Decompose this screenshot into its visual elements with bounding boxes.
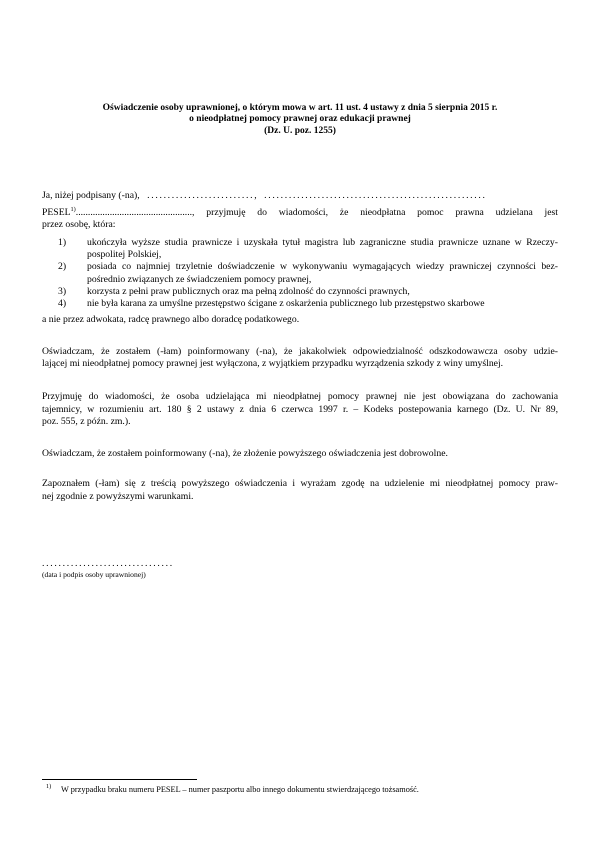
list-item-line: nie była karana za umyślne przestępstwo ścigane z oskarżenia publicznego lub przestępstwo skarbowe [87, 298, 485, 310]
pesel-fill-field: ................................................ [75, 207, 193, 219]
footnote-marker-sup: 1) [46, 783, 52, 791]
footnote-marker [42, 784, 61, 795]
paragraph-line: poz. 555, z późn. zm.). [42, 415, 131, 427]
list-item [42, 261, 558, 286]
paragraph-line: Oświadczam, że zostałem (-łam) poinformowany (-na), że jakakolwiek odpowiedzialność odszkodowawcza osoby udzie- [42, 345, 558, 357]
list-item-text [87, 237, 558, 262]
paragraph-line: nej zgodnie z powyższymi warunkami. [42, 490, 194, 502]
list-item-line: posiada co najmniej trzyletnie doświadczenie w wykonywaniu wymagających wiedzy prawniczej czynności bez- [87, 261, 558, 273]
paragraph-voluntary: Oświadczam, że zostałem poinformowany (-na), że złożenie powyższego oświadczenia jest dobrowolne. [42, 448, 448, 460]
list-item-line: korzysta z pełni praw publicznych oraz ma pełną zdolność do czynności prawnych, [87, 285, 410, 297]
intro-prefix: Ja, niżej podpisany (-na), [42, 190, 140, 202]
list-item-line: pospolitej Polskiej, [87, 248, 162, 260]
list-closing-line: a nie przez adwokata, radcę prawnego albo doradcę podatkowego. [42, 314, 300, 326]
list-item [42, 237, 558, 262]
signature-fill-field: ................................ [42, 558, 174, 570]
list-item-number: 3) [58, 285, 67, 297]
paragraph-line: lającej mi nieodpłatnej pomocy prawnej jest wyłączona, z wyjątkiem przypadku wyrządzenia szkody z winy umyślnej. [42, 357, 504, 369]
list-item-number: 4) [58, 298, 67, 310]
title-line-1: Oświadczenie osoby uprawnionej, o którym mowa w art. 11 ust. 4 ustawy z dnia 5 sierpnia 2015 r. [102, 103, 498, 113]
paragraph-liability [42, 346, 558, 371]
conditions-list [42, 237, 558, 311]
list-item [42, 286, 558, 298]
document-title [42, 103, 558, 137]
footnote-separator-rule [42, 779, 197, 780]
pesel-footnote-marker: 1) [70, 205, 76, 213]
intro-separator: , [254, 190, 257, 202]
pesel-line-rest: , przyjmuję do wiadomości, że nieodpłatna pomoc prawna udzielana jest [192, 207, 558, 219]
paragraph-line: Przyjmuję do wiadomości, że osoba udzielająca mi nieodpłatnej pomocy prawnej nie jest obowiązana do zachowania [42, 391, 558, 403]
pesel-label: PESEL [42, 207, 71, 219]
list-item [42, 298, 558, 310]
surname-fill-field: ...................................................... [264, 190, 487, 202]
footnote-text: W przypadku braku numeru PESEL – numer paszportu albo innego dokumentu stwierdzającego tożsamość. [61, 785, 419, 794]
signature-caption: (data i podpis osoby uprawnionej) [42, 570, 146, 580]
paragraph-line: Zapoznałem (-łam) się z treścią powyższego oświadczenia i wyrażam zgodę na udzielenie mi nieodpłatnej pomocy praw- [42, 478, 558, 490]
list-item-text [87, 286, 558, 298]
document-content [42, 0, 558, 580]
list-item-text [87, 261, 558, 286]
list-item-line: ukończyła wyższe studia prawnicze i uzyskała tytuł magistra lub zagraniczne studia prawnicze uznane w Rzeczy- [87, 236, 558, 248]
title-line-3: (Dz. U. poz. 1255) [264, 125, 336, 136]
paragraph-confidentiality [42, 391, 558, 428]
pesel-line [42, 207, 558, 219]
footnote-block [42, 779, 558, 795]
intro-line-3: przez osobę, która: [42, 219, 116, 231]
intro-line [42, 190, 558, 202]
paragraph-consent [42, 478, 558, 503]
signature-block [42, 559, 558, 580]
list-item-text [87, 298, 558, 310]
paragraph-line: tajemnicy, w rozumieniu art. 180 § 2 ustawy z dnia 6 czerwca 1997 r. – Kodeks postepowania karnego (Dz. U. Nr 89, [42, 403, 558, 415]
list-item-line: pośrednio związanych ze świadczeniem pomocy prawnej, [87, 273, 312, 285]
footnote-line [42, 784, 558, 795]
list-item-number: 2) [58, 261, 67, 273]
name-fill-field: .......................... [147, 190, 255, 202]
title-line-2: o nieodpłatnej pomocy prawnej oraz edukacji prawnej [189, 114, 411, 125]
list-item-number: 1) [58, 236, 67, 248]
